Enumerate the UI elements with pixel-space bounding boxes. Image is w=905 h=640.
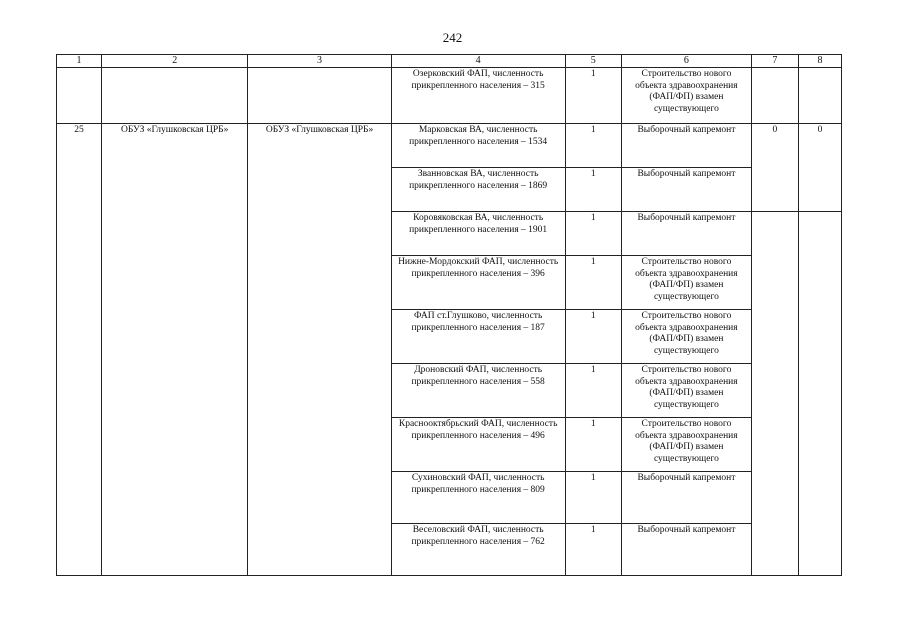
organization-cell: ОБУЗ «Глушковская ЦРБ»	[248, 124, 391, 576]
work-cell: Строительство нового объекта здравоохранения (ФАП/ФП) взамен существующего	[621, 418, 751, 472]
object-cell: Озерковский ФАП, численность прикрепленного населения – 315	[391, 68, 565, 124]
work-cell: Выборочный капремонт	[621, 168, 751, 212]
empty-cell	[57, 68, 102, 124]
object-cell: Веселовский ФАП, численность прикрепленного населения – 762	[391, 524, 565, 576]
header-cell-2: 2	[102, 55, 248, 68]
empty-cell	[798, 212, 841, 576]
count-cell: 1	[565, 418, 621, 472]
empty-cell	[798, 68, 841, 124]
empty-cell	[751, 68, 798, 124]
table-row	[57, 124, 842, 168]
object-cell: Дроновский ФАП, численность прикрепленного населения – 558	[391, 364, 565, 418]
header-cell-3: 3	[248, 55, 391, 68]
count-cell: 1	[565, 124, 621, 168]
header-cell-5: 5	[565, 55, 621, 68]
header-cell-6: 6	[621, 55, 751, 68]
count-cell: 1	[565, 310, 621, 364]
object-cell: Краснооктябрьский ФАП, численность прикрепленного населения – 496	[391, 418, 565, 472]
object-cell: Марковская ВА, численность прикрепленного населения – 1534	[391, 124, 565, 168]
count-cell: 1	[565, 68, 621, 124]
object-cell: Коровяковская ВА, численность прикрепленного населения – 1901	[391, 212, 565, 256]
work-cell: Строительство нового объекта здравоохранения (ФАП/ФП) взамен существующего	[621, 68, 751, 124]
header-row	[57, 55, 842, 68]
object-cell: Сухиновский ФАП, численность прикрепленного населения – 809	[391, 472, 565, 524]
empty-cell	[751, 212, 798, 576]
count-cell: 1	[565, 256, 621, 310]
empty-cell	[102, 68, 248, 124]
work-cell: Выборочный капремонт	[621, 212, 751, 256]
count-cell: 1	[565, 212, 621, 256]
count-cell: 1	[565, 168, 621, 212]
work-cell: Строительство нового объекта здравоохранения (ФАП/ФП) взамен существующего	[621, 256, 751, 310]
header-cell-7: 7	[751, 55, 798, 68]
header-cell-8: 8	[798, 55, 841, 68]
work-cell: Выборочный капремонт	[621, 524, 751, 576]
object-cell: ФАП ст.Глушково, численность прикрепленного населения – 187	[391, 310, 565, 364]
row-number-cell: 25	[57, 124, 102, 576]
work-cell: Выборочный капремонт	[621, 124, 751, 168]
col7-value-cell: 0	[751, 124, 798, 212]
header-cell-4: 4	[391, 55, 565, 68]
table-row	[57, 68, 842, 124]
count-cell: 1	[565, 364, 621, 418]
col8-value-cell: 0	[798, 124, 841, 212]
work-cell: Строительство нового объекта здравоохранения (ФАП/ФП) взамен существующего	[621, 310, 751, 364]
header-cell-1: 1	[57, 55, 102, 68]
empty-cell	[248, 68, 391, 124]
work-cell: Строительство нового объекта здравоохранения (ФАП/ФП) взамен существующего	[621, 364, 751, 418]
organization-cell: ОБУЗ «Глушковская ЦРБ»	[102, 124, 248, 576]
page-number: 242	[442, 30, 463, 45]
count-cell: 1	[565, 472, 621, 524]
object-cell: Званновская ВА, численность прикрепленного населения – 1869	[391, 168, 565, 212]
facilities-table	[56, 54, 842, 576]
work-cell: Выборочный капремонт	[621, 472, 751, 524]
object-cell: Нижне-Мордокский ФАП, численность прикрепленного населения – 396	[391, 256, 565, 310]
count-cell: 1	[565, 524, 621, 576]
